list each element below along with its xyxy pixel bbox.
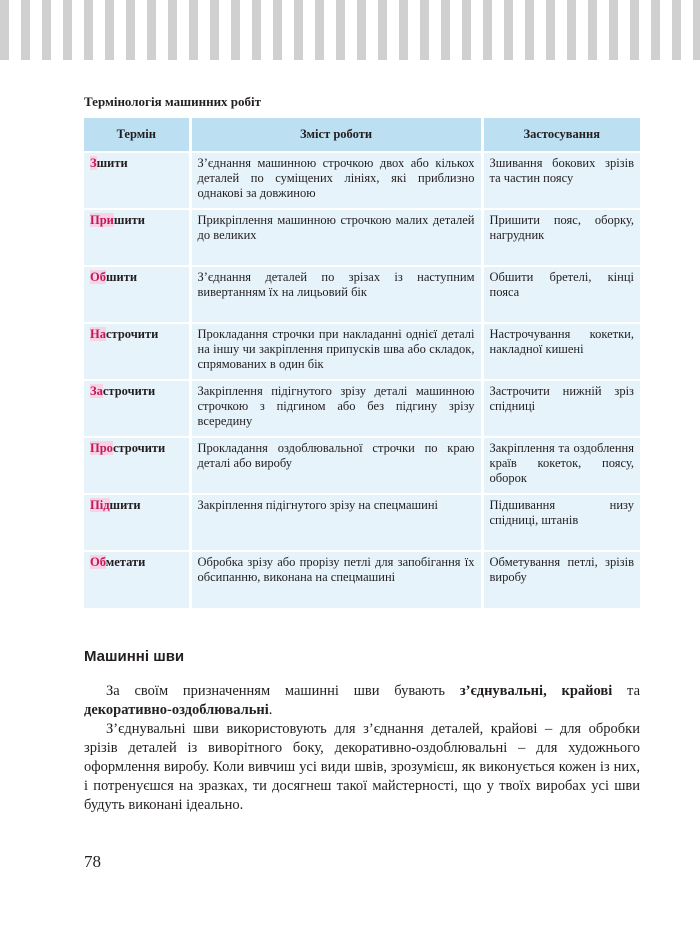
table-row (84, 266, 640, 323)
section-heading: Машинні шви (84, 648, 185, 665)
term-prefix: Про (90, 441, 113, 455)
bold-term: з’єднувальні, крайові (459, 683, 613, 699)
content-cell: Прокладання строчки при накладанні однієї деталі на іншу чи закріплення припусків шва або складок, спрямованих в один бік (190, 323, 482, 380)
content-cell: Закріплення підігнутого зрізу деталі машинною строчкою з підгином або без підгину зрізу всередину (190, 380, 482, 437)
use-cell: Закріплення та оздоблення країв кокеток, поясу, оборок (482, 437, 640, 494)
content-cell: Обробка зрізу або прорізу петлі для запобігання їх обсипанню, виконана на спецмашині (190, 551, 482, 608)
term-cell (84, 323, 190, 380)
paragraph-purpose (84, 682, 640, 720)
use-cell: Застрочити нижній зріз спідниці (482, 380, 640, 437)
term-cell (84, 380, 190, 437)
term-cell (84, 551, 190, 608)
use-cell: Настрочування кокетки, накладної кишені (482, 323, 640, 380)
table-title: Термінологія машинних робіт (84, 94, 262, 109)
use-cell: Обшити бретелі, кінці пояса (482, 266, 640, 323)
use-cell: Обметування петлі, зрізів виробу (482, 551, 640, 608)
term-cell (84, 266, 190, 323)
header-use: Застосування (482, 118, 640, 152)
term-prefix: З (90, 156, 97, 170)
term-rest: шити (105, 270, 138, 284)
term-prefix: Під (90, 498, 110, 512)
term-rest: строчити (112, 441, 166, 455)
term-prefix: Об (90, 555, 106, 569)
table-row (84, 209, 640, 266)
paragraph-usage: З’єднувальні шви використовують для з’єднання деталей, крайові – для обробки зрізів деталей із виворітного боку, декоративно-оздоблювальні – для художнього оформлення виробу. Коли вивчиш усі види швів, зрозумієш, як виконується кожен із них, і потренуєшся на зразках, ти досягнеш такої майстерності, що у твоїх виробах усі шви будуть виконані ідеально. (84, 721, 640, 813)
content-cell: Прокладання оздоблювальної строчки по краю деталі або виробу (190, 437, 482, 494)
term-rest: метати (105, 555, 146, 569)
use-cell: Зшивання бокових зрізів та частин поясу (482, 152, 640, 209)
term-prefix: За (90, 384, 103, 398)
term-rest: строчити (105, 327, 159, 341)
term-prefix: На (90, 327, 106, 341)
paragraph-text: За своїм призначенням машинні шви бувають (106, 683, 460, 699)
paragraph-text: . (268, 702, 273, 718)
content-cell: З’єднання деталей по зрізах із наступним вивертанням їх на лицьовий бік (190, 266, 482, 323)
header-term: Термін (84, 118, 190, 152)
header-content: Зміст роботи (190, 118, 482, 152)
paragraph-text: та (612, 683, 641, 699)
term-cell (84, 494, 190, 551)
content-cell: Прикріплення машинною строчкою малих деталей до великих (190, 209, 482, 266)
bold-term: декоративно-оздоблювальні (84, 702, 269, 718)
table-row (84, 323, 640, 380)
term-rest: шити (109, 498, 141, 512)
term-rest: строчити (102, 384, 156, 398)
table-row (84, 437, 640, 494)
table-row (84, 152, 640, 209)
term-cell (84, 437, 190, 494)
use-cell: Підшивання низу спідниці, штанів (482, 494, 640, 551)
content-cell: Закріплення підігнутого зрізу на спецмашині (190, 494, 482, 551)
term-cell (84, 152, 190, 209)
term-rest: шити (96, 156, 128, 170)
term-rest: шити (113, 213, 145, 227)
use-cell: Пришити пояс, оборку, нагрудник (482, 209, 640, 266)
term-prefix: Об (90, 270, 106, 284)
top-stripes-decoration (0, 0, 700, 60)
table-row (84, 494, 640, 551)
term-prefix: При (90, 213, 114, 227)
content-cell: З’єднання машинною строчкою двох або кількох деталей по суміщених лініях, які приблизно однакові за довжиною (190, 152, 482, 209)
table-row (84, 551, 640, 608)
terminology-table (84, 118, 640, 608)
page-number: 78 (84, 852, 101, 871)
term-cell (84, 209, 190, 266)
table-header-row (84, 118, 640, 152)
table-row (84, 380, 640, 437)
